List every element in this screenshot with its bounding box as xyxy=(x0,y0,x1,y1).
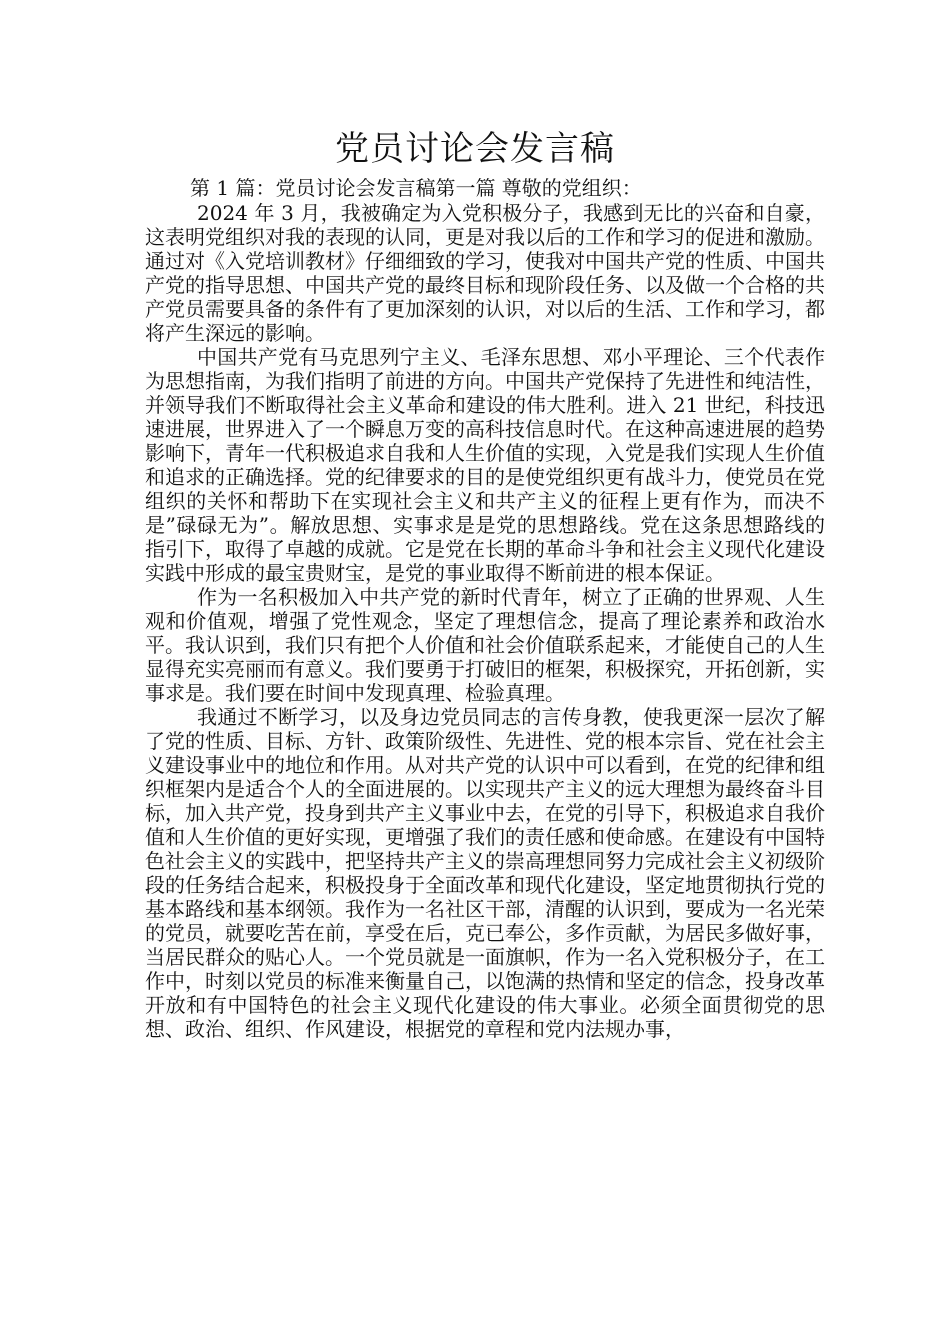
paragraph: 中国共产党有马克思列宁主义、毛泽东思想、邓小平理论、三个代表作为思想指南，为我们指明了前进的方向。中国共产党保持了先进性和纯洁性，并领导我们不断取得社会主义革命和建设的伟大胜利。进入 21 世纪，科技迅速进展，世界进入了一个瞬息万变的高科技信息时代。在这种高速进展的趋势影响下，青年一代积极追求自我和人生价值的实现，入党是我们实现人生价值和追求的正确选择。党的纪律要求的目的是使党组织更有战斗力，使党员在党组织的关怀和帮助下在实现社会主义和共产主义的征程上更有作为，而决不是”碌碌无为”。解放思想、实事求是是党的思想路线。党在这条思想路线的指引下，取得了卓越的成就。它是党在长期的革命斗争和社会主义现代化建设实践中形成的最宝贵财宝，是党的事业取得不断前进的根本保证。 xyxy=(145,345,825,585)
document-body xyxy=(145,201,825,1041)
document-subtitle: 第 1 篇：党员讨论会发言稿第一篇 尊敬的党组织： xyxy=(190,176,642,200)
paragraph: 作为一名积极加入中共产党的新时代青年，树立了正确的世界观、人生观和价值观，增强了党性观念，坚定了理想信念，提高了理论素养和政治水平。我认识到，我们只有把个人价值和社会价值联系起来，才能使自己的人生显得充实亮丽而有意义。我们要勇于打破旧的框架，积极探究，开拓创新，实事求是。我们要在时间中发现真理、检验真理。 xyxy=(145,585,825,705)
paragraph: 我通过不断学习，以及身边党员同志的言传身教，使我更深一层次了解了党的性质、目标、方针、政策阶级性、先进性、党的根本宗旨、党在社会主义建设事业中的地位和作用。从对共产党的认识中可以看到，在党的纪律和组织框架内是适合个人的全面进展的。以实现共产主义的远大理想为最终奋斗目标，加入共产党，投身到共产主义事业中去，在党的引导下，积极追求自我价值和人生价值的更好实现，更增强了我们的责任感和使命感。在建设有中国特色社会主义的实践中，把坚持共产主义的崇高理想同努力完成社会主义初级阶段的任务结合起来，积极投身于全面改革和现代化建设，坚定地贯彻执行党的基本路线和基本纲领。我作为一名社区干部，清醒的认识到，要成为一名光荣的党员，就要吃苦在前，享受在后，克已奉公，多作贡献，为居民多做好事，当居民群众的贴心人。一个党员就是一面旗帜，作为一名入党积极分子，在工作中，时刻以党员的标准来衡量自己，以饱满的热情和坚定的信念，投身改革开放和有中国特色的社会主义现代化建设的伟大事业。必须全面贯彻党的思想、政治、组织、作风建设，根据党的章程和党内法规办事， xyxy=(145,705,825,1041)
paragraph: 2024 年 3 月，我被确定为入党积极分子，我感到无比的兴奋和自豪，这表明党组织对我的表现的认同，更是对我以后的工作和学习的促进和激励。通过对《入党培训教材》仔细细致的学习，使我对中国共产党的性质、中国共产党的指导思想、中国共产党的最终目标和现阶段任务、以及做一个合格的共产党员需要具备的条件有了更加深刻的认识，对以后的生活、工作和学习，都将产生深远的影响。 xyxy=(145,201,825,345)
document-title: 党员讨论会发言稿 xyxy=(335,129,615,169)
